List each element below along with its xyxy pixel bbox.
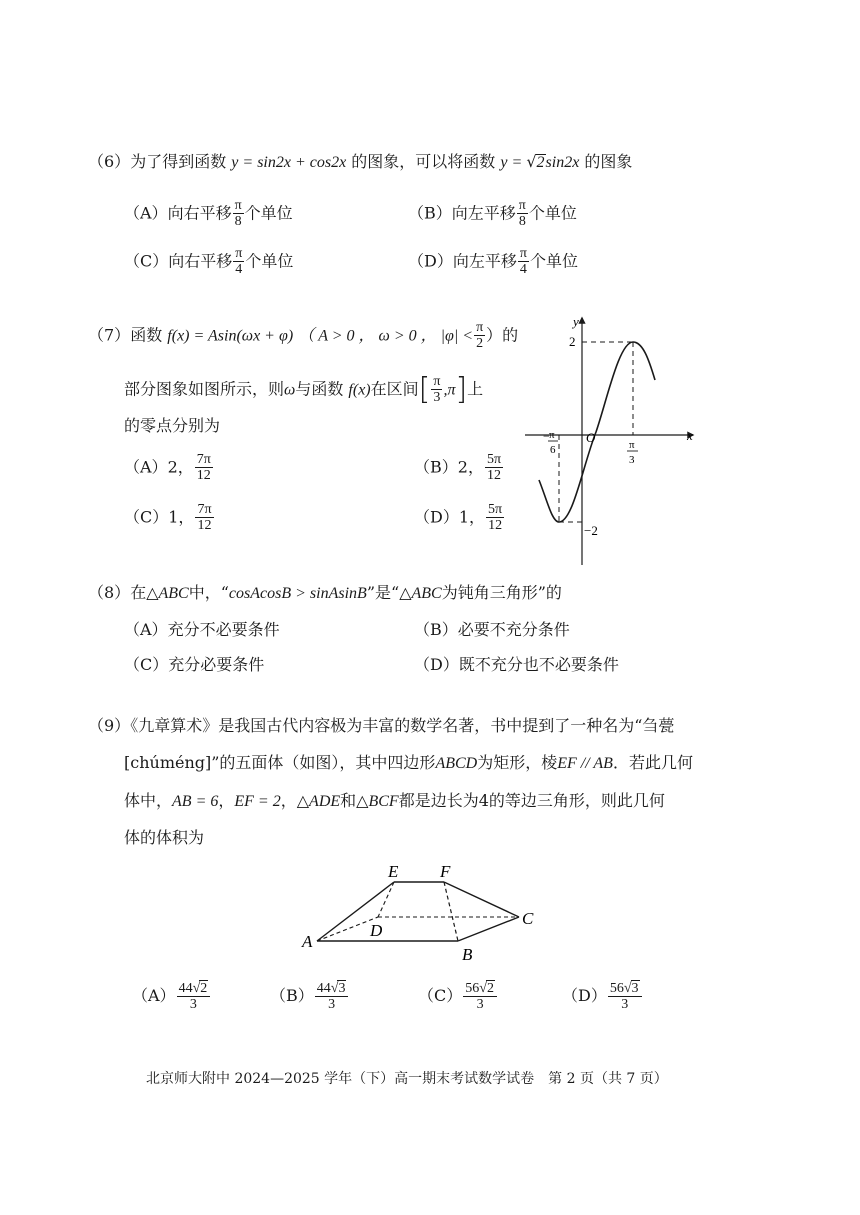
neg-tick-numerator: π: [549, 429, 555, 441]
denominator: 3: [433, 390, 441, 406]
q9-ef-parallel-ab: EF // AB: [557, 755, 613, 772]
fraction: [486, 502, 504, 534]
q9-option-c: [418, 980, 498, 1013]
q9-line3-text: 体中，: [124, 791, 173, 810]
option-label: （B）: [414, 620, 458, 639]
q8-condition: cosAcosB > sinAsinB: [228, 585, 367, 602]
option-label: （B）: [270, 985, 314, 1005]
q9-stem-line1: [88, 718, 674, 734]
sqrt-sign-icon: √: [526, 152, 537, 171]
vertex-d: D: [370, 921, 383, 940]
sqrt-sign-icon: √: [623, 981, 632, 996]
coefficient: 56: [609, 981, 624, 996]
option-value: 1，: [168, 507, 195, 527]
q7-stem-text: 函数: [130, 325, 163, 345]
edge-eb: [394, 882, 458, 941]
q8-option-a: [124, 622, 280, 638]
q9-stem-line4: [124, 830, 204, 846]
coefficient: 56: [465, 981, 480, 996]
neg-tick-denominator: 6: [550, 444, 556, 456]
radicand: 2: [200, 981, 208, 996]
q7-condition: （ A > 0 ， ω > 0 ， |φ| <: [298, 327, 474, 345]
denominator: 4: [519, 262, 527, 278]
q8-triangle: △ABC: [146, 585, 189, 602]
option-label: （A）: [124, 620, 168, 639]
q8-triangle: △ABC: [399, 585, 442, 602]
option-text: 充分不必要条件: [167, 620, 280, 639]
q9-ab-value: AB = 6: [172, 793, 219, 810]
option-text: 既不充分也不必要条件: [458, 655, 619, 674]
q9-separator: ，: [218, 791, 235, 810]
q7-option-c: [124, 502, 215, 534]
q7-condition-end: ）的: [486, 325, 519, 345]
numerator: 5π: [488, 502, 503, 517]
denominator: 8: [234, 214, 242, 230]
option-text: 向左平移: [451, 203, 516, 223]
q9-line4-text: 体的体积为: [124, 828, 205, 847]
fraction: [518, 246, 529, 278]
right-bracket-icon: ]: [455, 371, 468, 407]
fraction: [431, 374, 442, 406]
left-bracket-icon: [: [418, 371, 431, 407]
q9-line3-text: 都是边长为4的等边三角形，则此几何: [398, 791, 665, 810]
option-label: （C）: [124, 251, 169, 271]
edge-bc: [458, 917, 519, 941]
q9-number: （9）: [88, 716, 131, 735]
q9-option-a: [132, 980, 211, 1013]
q8-stem-text: 在: [130, 583, 147, 602]
q9-stem-line3: [124, 793, 665, 810]
vertex-f: F: [440, 862, 451, 881]
q9-line2-text: [chúméng]”的五面体（如图），其中四边形: [124, 753, 436, 772]
q9-option-b: [270, 980, 349, 1013]
option-label: （A）: [124, 203, 168, 223]
fraction: [315, 980, 349, 1013]
vertex-a: A: [302, 932, 313, 951]
option-text: 向右平移: [168, 251, 233, 271]
option-suffix: 个单位: [528, 203, 577, 223]
pos-tick-numerator: π: [629, 439, 635, 451]
option-label: （D）: [414, 507, 459, 527]
q9-line2-text: 为矩形，棱: [477, 753, 558, 772]
fraction: [195, 452, 213, 484]
q6-stem-text-c: 的图象: [584, 152, 633, 171]
origin-label: O: [586, 430, 596, 445]
q7-option-b: [414, 452, 504, 484]
numerator: π: [234, 198, 242, 213]
option-label: （B）: [408, 203, 452, 223]
option-text: 充分必要条件: [168, 655, 265, 674]
fraction: [177, 980, 211, 1013]
option-value: 2，: [457, 457, 484, 477]
denominator: 3: [621, 997, 629, 1013]
q7-stem-line3: [124, 418, 220, 434]
q7-stem-line2: [124, 371, 484, 407]
q6-func2-suffix: sin2x: [545, 154, 580, 171]
q9-abcd: ABCD: [435, 755, 478, 772]
q6-number: （6）: [88, 152, 131, 171]
y-max-label: 2: [569, 334, 576, 349]
sine-curve: [539, 342, 655, 522]
denominator: 12: [197, 518, 212, 534]
option-label: （D）: [408, 251, 453, 271]
sqrt-sign-icon: √: [479, 981, 487, 996]
option-label: （D）: [414, 655, 459, 674]
x-axis-label: x: [687, 428, 693, 443]
q6-option-c: [124, 246, 293, 278]
denominator: 12: [488, 518, 503, 534]
edge-ad-hidden: [317, 917, 378, 941]
q9-and: 和: [340, 791, 357, 810]
radicand: 2: [486, 981, 494, 996]
q9-line1-text: 《九章算术》是我国古代内容极为丰富的数学名著，书中提到了一种名为“刍甍: [130, 716, 675, 735]
q7-number: （7）: [88, 325, 131, 345]
q9-option-d: [562, 980, 643, 1013]
option-value: 1，: [458, 507, 486, 527]
denominator: 12: [486, 468, 501, 484]
option-label: （A）: [124, 457, 168, 477]
y-min-label: −2: [584, 523, 598, 538]
q7-option-a: [124, 452, 214, 484]
option-suffix: 个单位: [529, 251, 578, 271]
q9-line2-text: ．若此几何: [612, 753, 693, 772]
numerator: 5π: [486, 452, 502, 467]
interval-right: ,π: [443, 381, 456, 399]
q6-option-a: [124, 198, 293, 230]
fraction: [463, 980, 497, 1013]
vertex-e: E: [388, 862, 399, 881]
option-label: （C）: [418, 985, 463, 1005]
edge-fc: [444, 882, 519, 917]
option-label: （C）: [124, 655, 169, 674]
sqrt-sign-icon: √: [330, 981, 339, 996]
q6-radicand: 2: [536, 154, 545, 171]
q9-solid-figure: [300, 860, 560, 970]
q8-option-c: [124, 657, 264, 673]
denominator: 8: [518, 214, 526, 230]
numerator: π: [476, 320, 484, 335]
numerator: 7π: [196, 452, 211, 467]
numerator: π: [433, 374, 441, 389]
q9-separator: ，: [280, 791, 297, 810]
q7-line2-text: 上: [467, 379, 484, 399]
numerator: π: [235, 246, 243, 261]
radicand: 3: [631, 981, 639, 996]
numerator: π: [519, 246, 527, 261]
q7-option-d: [414, 502, 505, 534]
option-suffix: 个单位: [244, 203, 293, 223]
vertex-b: B: [462, 945, 473, 964]
option-suffix: 个单位: [245, 251, 294, 271]
q6-stem-text-a: 为了得到函数: [130, 152, 227, 171]
edge-ae: [317, 882, 394, 941]
q9-ade: △ADE: [296, 793, 341, 810]
option-label: （D）: [562, 985, 607, 1005]
q9-bcf: △BCF: [356, 793, 399, 810]
denominator: 3: [476, 997, 484, 1013]
fraction: [233, 198, 244, 230]
option-label: （B）: [414, 457, 458, 477]
q7-line3-text: 的零点分别为: [124, 416, 221, 435]
denominator: 3: [189, 997, 197, 1013]
vertex-c: C: [522, 909, 534, 928]
q7-graph: [525, 310, 725, 570]
q6-func1: y = sin2x + cos2x: [231, 154, 347, 171]
coefficient: 44: [316, 981, 331, 996]
q8-option-d: [414, 657, 619, 673]
fraction: [485, 452, 503, 484]
q6-option-b: [408, 198, 577, 230]
q6-func2-prefix: y =: [500, 154, 527, 171]
q8-stem-text: 为钝角三角形”的: [441, 583, 562, 602]
q8-stem: [88, 585, 562, 602]
option-label: （C）: [124, 507, 169, 527]
q9-ef-value: EF = 2: [234, 793, 281, 810]
q7-line2-text: 部分图象如图所示，则: [124, 379, 285, 399]
fraction: [517, 198, 528, 230]
option-text: 必要不充分条件: [457, 620, 570, 639]
denominator: 3: [328, 997, 336, 1013]
coefficient: 44: [178, 981, 193, 996]
page-footer: 北京师大附中 2024—2025 学年（下）高一期末考试数学试卷 第 2 页（共 7 页）: [146, 1071, 668, 1087]
q7-fx: f(x): [348, 381, 371, 399]
fraction: [474, 320, 485, 352]
q7-line2-text: 在区间: [370, 379, 419, 399]
fraction: [608, 980, 642, 1013]
q7-omega: ω: [284, 381, 296, 399]
option-text: 向右平移: [167, 203, 232, 223]
edge-fb: [444, 882, 458, 941]
pos-tick-denominator: 3: [629, 454, 635, 466]
q8-stem-text: 中，“: [188, 583, 229, 602]
q7-func: f(x) = Asin(ωx + φ): [167, 327, 294, 345]
q7-line2-text: 与函数: [295, 379, 344, 399]
fraction: [195, 502, 213, 534]
denominator: 2: [476, 336, 484, 352]
q8-option-b: [414, 622, 570, 638]
denominator: 12: [196, 468, 211, 484]
fraction: [233, 246, 244, 278]
numerator: 7π: [197, 502, 212, 517]
sqrt-sign-icon: √: [192, 981, 201, 996]
denominator: 4: [235, 262, 243, 278]
neg-tick-sign: −: [543, 429, 550, 443]
q6-stem-text-b: 的图象，可以将函数: [351, 152, 496, 171]
q9-stem-line2: [124, 755, 693, 772]
option-label: （A）: [132, 985, 176, 1005]
radicand: 3: [338, 981, 346, 996]
numerator: π: [518, 198, 526, 213]
option-value: 2，: [167, 457, 194, 477]
q6-option-d: [408, 246, 578, 278]
q8-stem-text: ”是“: [366, 583, 400, 602]
q6-stem: [88, 154, 632, 171]
q7-stem-line1: [88, 320, 518, 352]
option-text: 向左平移: [452, 251, 517, 271]
y-axis-label: y: [573, 314, 579, 329]
q8-number: （8）: [88, 583, 131, 602]
